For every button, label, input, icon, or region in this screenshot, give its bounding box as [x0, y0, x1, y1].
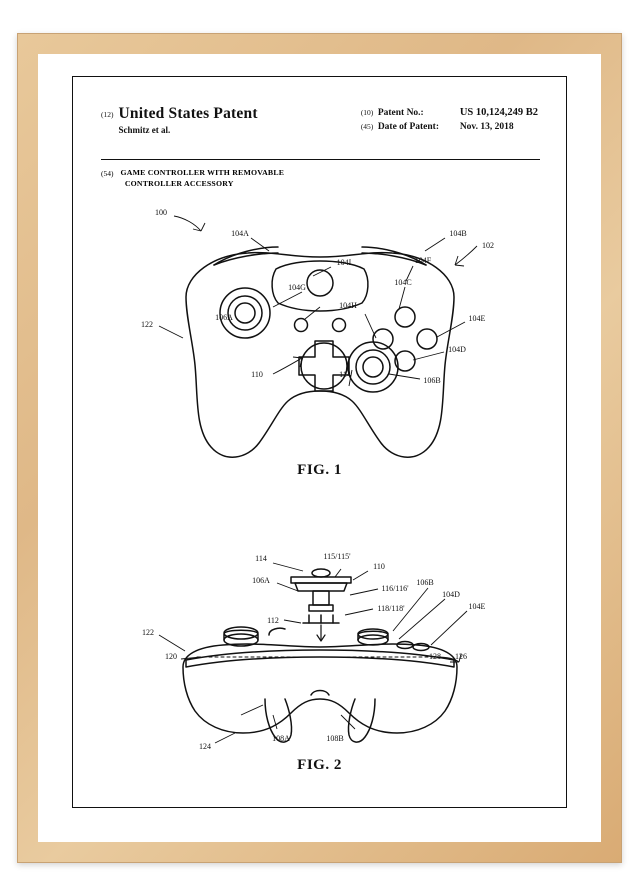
fig1-label-106B: 106B [423, 376, 441, 385]
fig1-label-100: 100 [155, 208, 167, 217]
fig1-label-102: 102 [482, 241, 494, 250]
invention-title-block [101, 168, 421, 189]
fig2-label-108B: 108B [326, 734, 344, 743]
fig1-label-110: 110 [251, 370, 263, 379]
fig2-label-124: 124 [199, 742, 211, 751]
fig1-label-104I: 104I [336, 258, 352, 267]
figure-1-caption: FIG. 1 [297, 462, 342, 478]
fig1-label-106A: 106A [215, 313, 233, 322]
patent-date-value: Nov. 13, 2018 [459, 122, 514, 132]
figure-1-drawing [73, 197, 567, 557]
invention-title-line1: GAME CONTROLLER WITH REMOVABLE [120, 168, 285, 177]
fig1-label-104C: 104C [394, 278, 412, 287]
fig2-label-122: 122 [142, 628, 154, 637]
page-title: United States Patent [118, 105, 258, 122]
patent-no-value: US 10,124,249 B2 [459, 107, 538, 118]
fig2-label-108A: 108A [272, 734, 290, 743]
fig2-label-114: 114 [255, 554, 267, 563]
patent-sheet [72, 76, 567, 808]
fig2-label-120: 120 [165, 652, 177, 661]
patent-no-label: Patent No.: [377, 108, 424, 118]
fig1-label-104H: 104H [339, 301, 357, 310]
fig2-label-104D: 104D [442, 590, 460, 599]
fig2-label-112: 112 [267, 616, 279, 625]
fig1-label-104D: 104D [448, 345, 466, 354]
figure-1 [73, 197, 566, 557]
fig2-label-110: 110 [373, 562, 385, 571]
patent-number-row [361, 107, 538, 118]
subject-code-54: (54) [101, 169, 114, 178]
invention-title-line2: CONTROLLER ACCESSORY [124, 178, 234, 188]
fig2-label-128: 128 [429, 652, 441, 661]
fig1-label-122: 122 [141, 320, 153, 329]
fig1-label-104A: 104A [231, 229, 249, 238]
fig2-label-118: 118/118' [377, 604, 405, 613]
patent-title-block [101, 105, 258, 135]
header-code-12: (12) [101, 110, 114, 119]
fig2-label-104E: 104E [468, 602, 486, 611]
patent-date-label: Date of Patent: [377, 122, 440, 132]
fig1-label-104E: 104E [468, 314, 486, 323]
fig2-label-116: 116/116' [381, 584, 409, 593]
fig1-label-104F: 104F [414, 256, 432, 265]
header-code-45: (45) [360, 122, 374, 131]
patent-meta-block [361, 105, 538, 136]
fig1-label-114: 114 [339, 370, 351, 379]
inventor-name: Schmitz et al. [118, 125, 171, 136]
figure-2-caption: FIG. 2 [297, 757, 342, 773]
patent-header [73, 77, 566, 136]
fig2-label-106A: 106A [252, 576, 270, 585]
fig2-label-126: 126 [455, 652, 467, 661]
fig2-label-106B: 106B [416, 578, 434, 587]
patent-date-row [361, 122, 538, 132]
fig1-label-104B: 104B [449, 229, 467, 238]
header-code-10: (10) [360, 108, 374, 117]
fig2-label-115: 115/115' [323, 552, 351, 561]
header-divider [101, 159, 540, 160]
fig1-label-104G: 104G [288, 283, 306, 292]
